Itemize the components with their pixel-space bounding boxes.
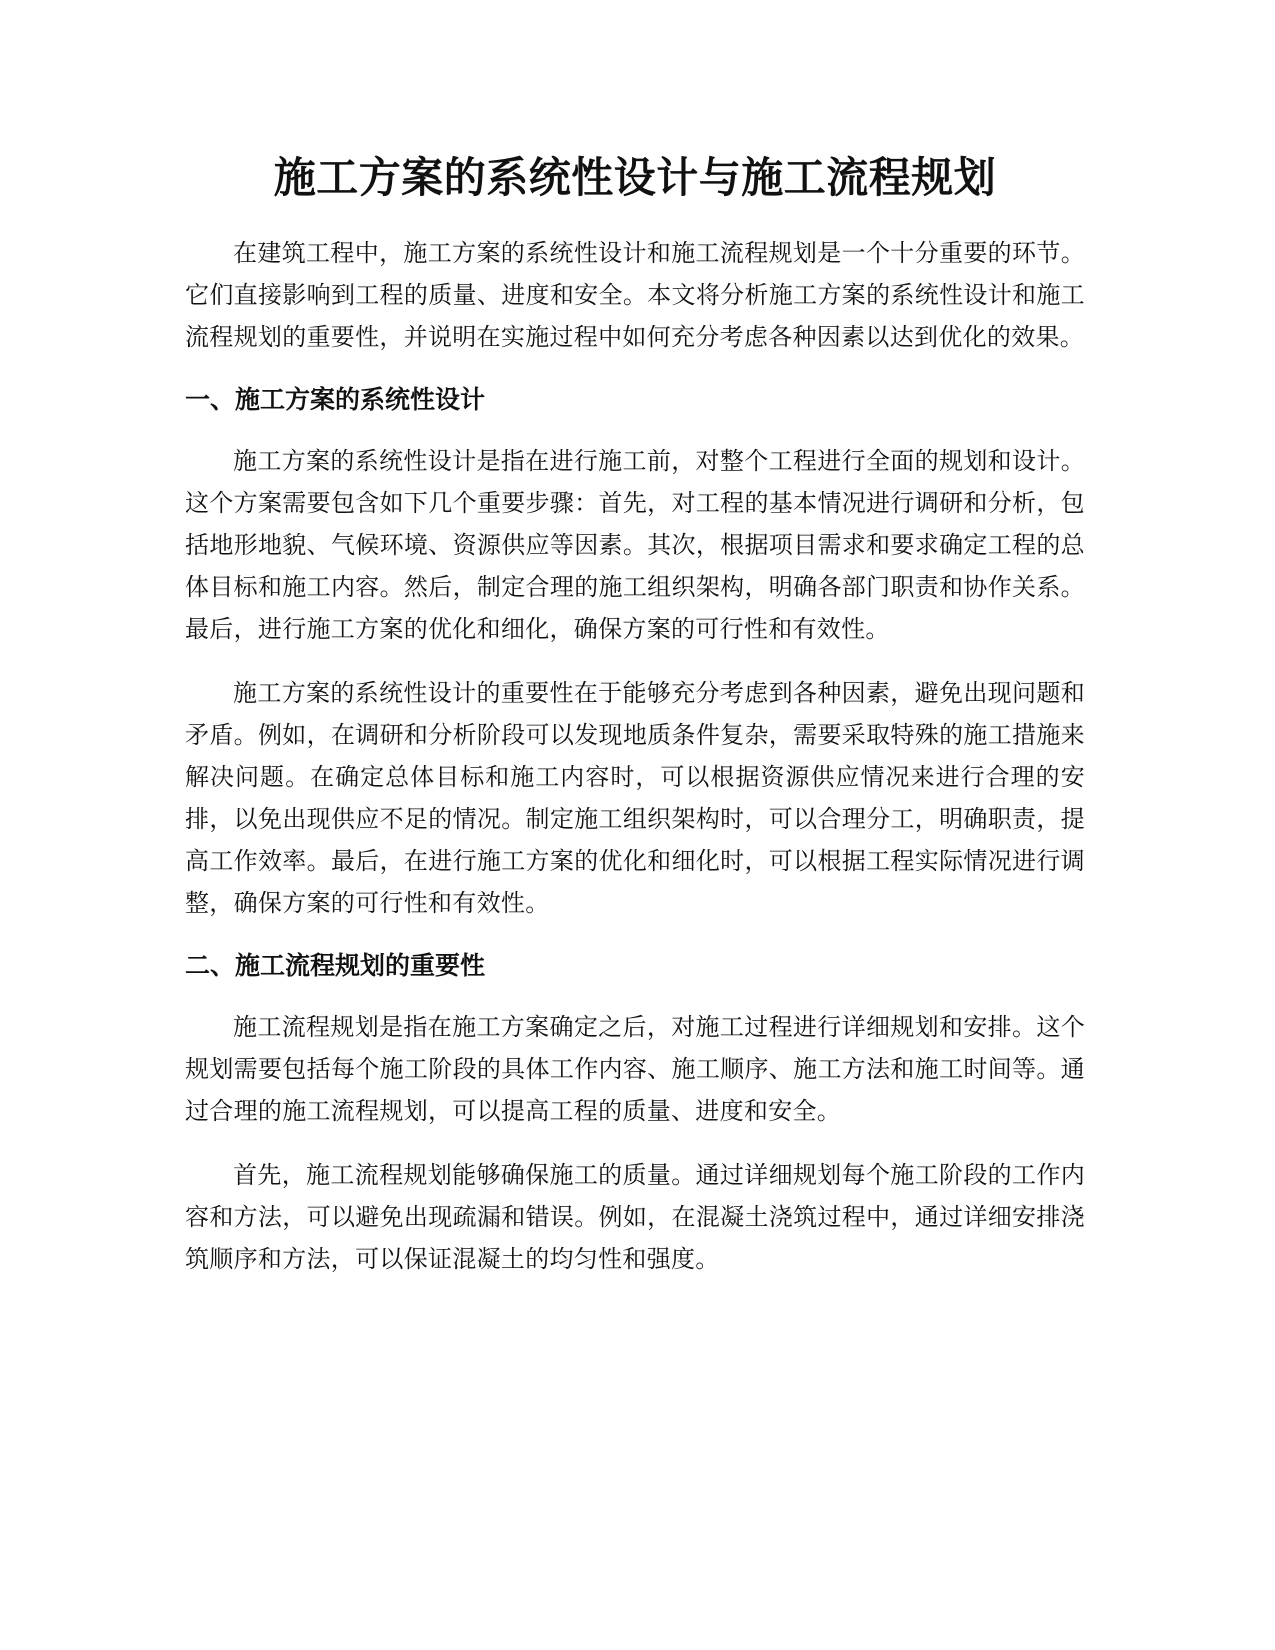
section-2	[185, 946, 1085, 1280]
section-1	[185, 380, 1085, 924]
section-1-heading: 一、施工方案的系统性设计	[185, 385, 486, 414]
section-2-paragraph-1: 施工流程规划是指在施工方案确定之后，对施工过程进行详细规划和安排。这个规划需要包括每个施工阶段的具体工作内容、施工顺序、施工方法和施工时间等。通过合理的施工流程规划，可以提高工程的质量、进度和安全。	[185, 1013, 1085, 1125]
section-2-heading: 二、施工流程规划的重要性	[185, 951, 486, 980]
section-1-paragraph-2: 施工方案的系统性设计的重要性在于能够充分考虑到各种因素，避免出现问题和矛盾。例如，在调研和分析阶段可以发现地质条件复杂，需要采取特殊的施工措施来解决问题。在确定总体目标和施工内容时，可以根据资源供应情况来进行合理的安排，以免出现供应不足的情况。制定施工组织架构时，可以合理分工，明确职责，提高工作效率。最后，在进行施工方案的优化和细化时，可以根据工程实际情况进行调整，确保方案的可行性和有效性。	[185, 679, 1085, 917]
document-title: 施工方案的系统性设计与施工流程规划	[273, 153, 997, 202]
document-page	[185, 150, 1085, 1302]
section-1-paragraph-1: 施工方案的系统性设计是指在进行施工前，对整个工程进行全面的规划和设计。这个方案需要包含如下几个重要步骤：首先，对工程的基本情况进行调研和分析，包括地形地貌、气候环境、资源供应等因素。其次，根据项目需求和要求确定工程的总体目标和施工内容。然后，制定合理的施工组织架构，明确各部门职责和协作关系。最后，进行施工方案的优化和细化，确保方案的可行性和有效性。	[185, 447, 1085, 643]
section-2-paragraph-2: 首先，施工流程规划能够确保施工的质量。通过详细规划每个施工阶段的工作内容和方法，可以避免出现疏漏和错误。例如，在混凝土浇筑过程中，通过详细安排浇筑顺序和方法，可以保证混凝土的均匀性和强度。	[185, 1161, 1085, 1273]
intro-paragraph: 在建筑工程中，施工方案的系统性设计和施工流程规划是一个十分重要的环节。它们直接影响到工程的质量、进度和安全。本文将分析施工方案的系统性设计和施工流程规划的重要性，并说明在实施过程中如何充分考虑各种因素以达到优化的效果。	[185, 239, 1085, 351]
